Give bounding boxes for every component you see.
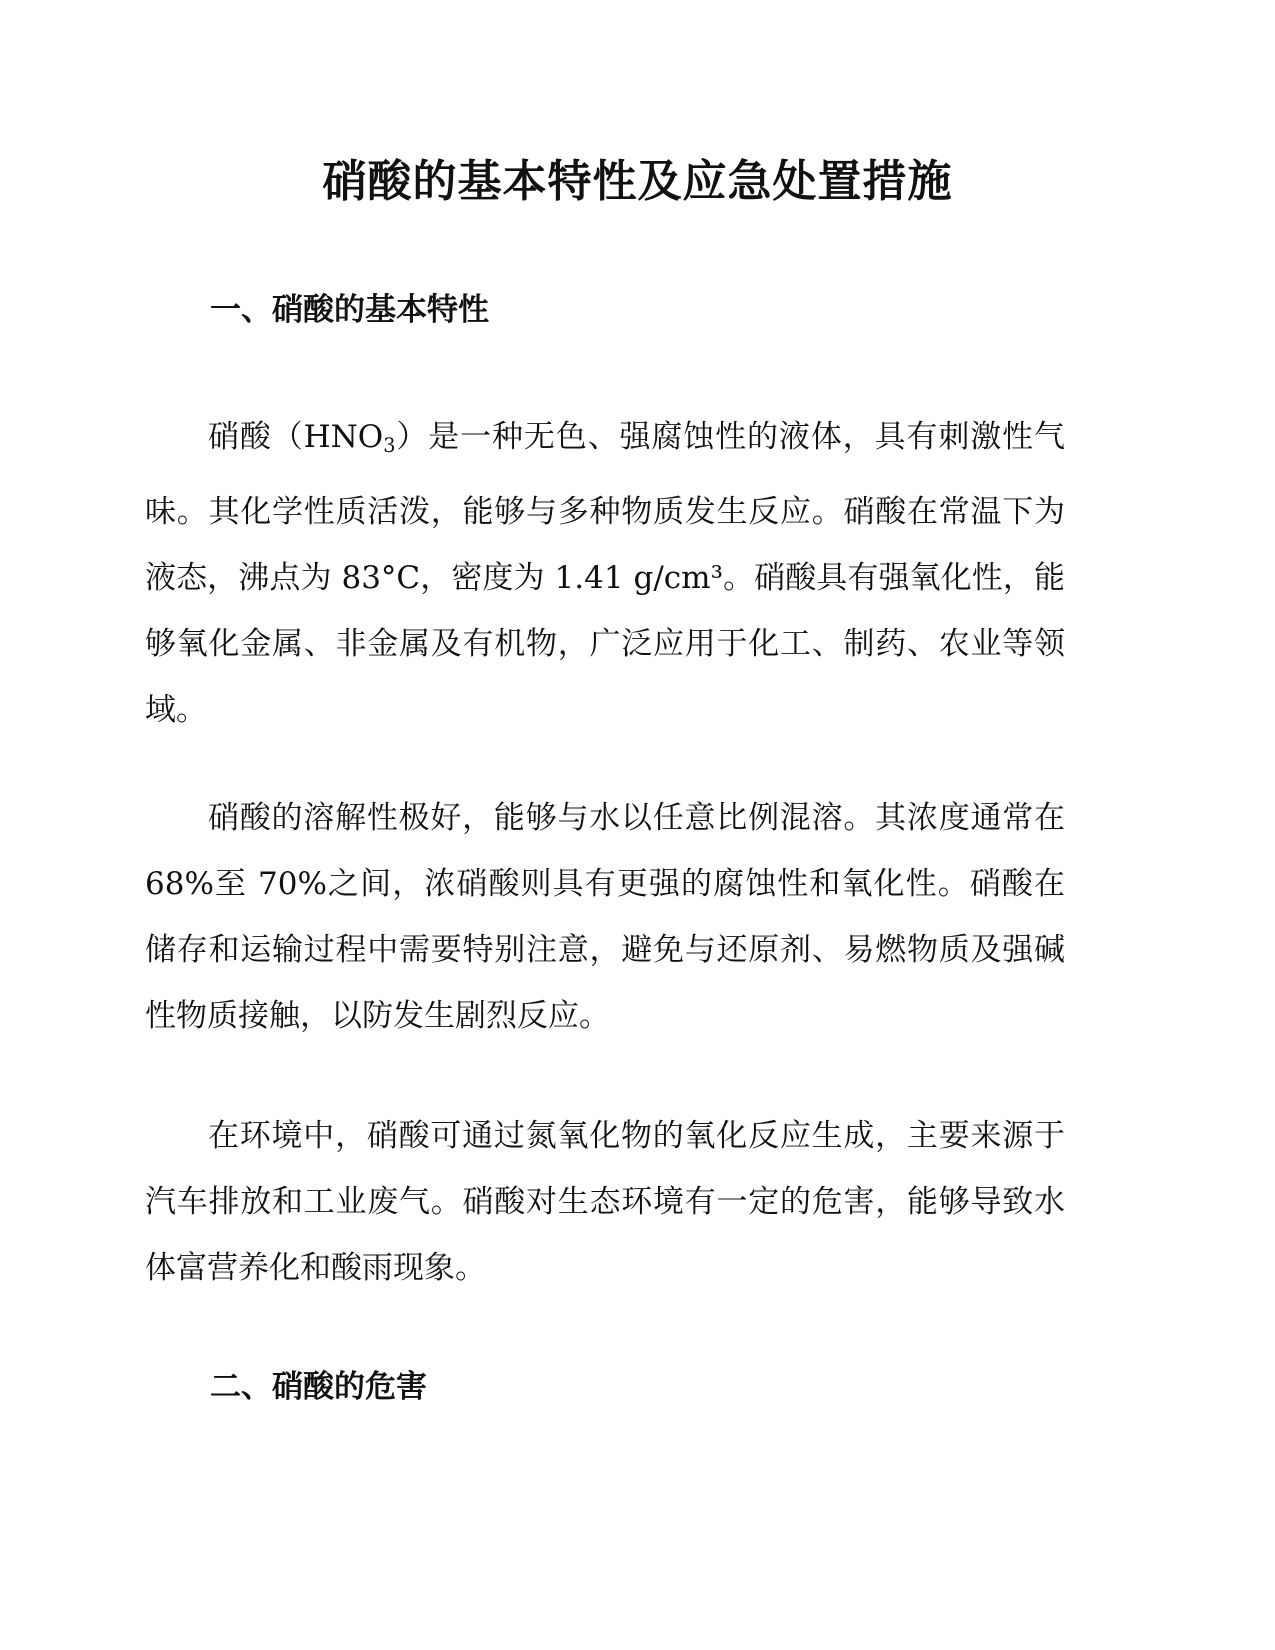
section-heading-1: 一、硝酸的基本特性 — [210, 292, 489, 328]
paragraph-1-prefix: 硝酸（HNO — [208, 419, 384, 455]
paragraph-2: 硝酸的溶解性极好，能够与水以任意比例混溶。其浓度通常在 68%至 70%之间，浓硝酸则具有更强的腐蚀性和氧化性。硝酸在储存和运输过程中需要特别注意，避免与还原剂、易燃物质及强碱性物质接触，以防发生剧烈反应。 — [145, 800, 1065, 1034]
paragraph-1-rest: ）是一种无色、强腐蚀性的液体，具有刺激性气味。其化学性质活泼，能够与多种物质发生反应。硝酸在常温下为液态，沸点为 83°C，密度为 1.41 g/cm³。硝酸具有强氧化性，能够氧化金属、非金属及有机物，广泛应用于化工、制药、农业等领域。 — [145, 419, 1066, 728]
paragraph-3: 在环境中，硝酸可通过氮氧化物的氧化反应生成，主要来源于汽车排放和工业废气。硝酸对生态环境有一定的危害，能够导致水体富营养化和酸雨现象。 — [145, 1118, 1065, 1286]
paragraph-1 — [145, 404, 1065, 743]
document-title: 硝酸的基本特性及应急处置措施 — [322, 156, 953, 207]
paragraph-1-subscript: 3 — [383, 433, 396, 457]
section-heading-2: 二、硝酸的危害 — [210, 1369, 427, 1405]
